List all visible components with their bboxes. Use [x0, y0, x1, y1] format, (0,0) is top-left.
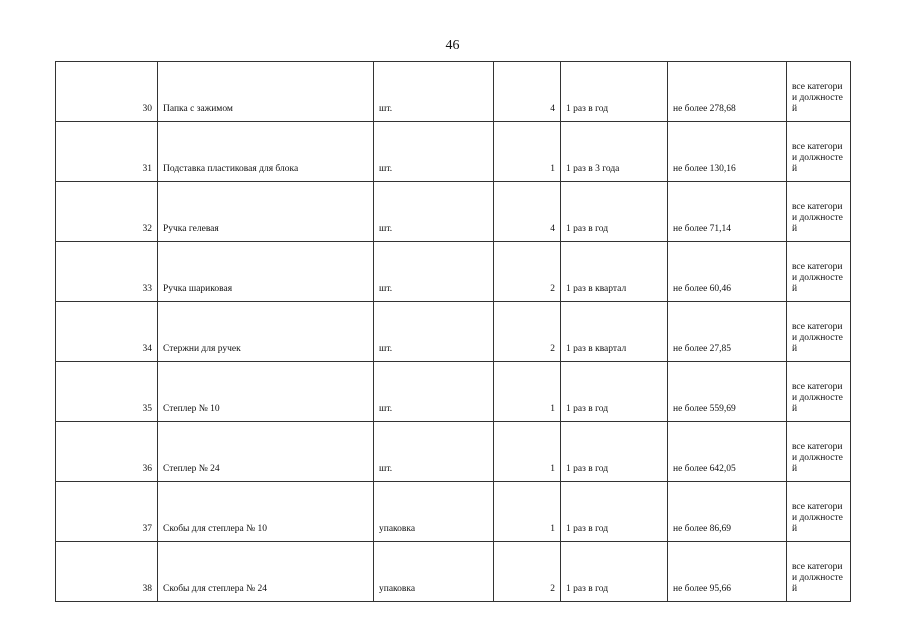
period-cell: 1 раз в год	[561, 542, 668, 602]
item-name-cell: Скобы для степлера № 24	[158, 542, 374, 602]
row-number-cell: 32	[56, 182, 158, 242]
price-cell: не более 86,69	[668, 482, 787, 542]
period-cell: 1 раз в год	[561, 362, 668, 422]
unit-cell: шт.	[374, 242, 494, 302]
quantity-cell: 1	[494, 122, 561, 182]
unit-cell: упаковка	[374, 482, 494, 542]
price-cell: не более 642,05	[668, 422, 787, 482]
table-body	[56, 62, 851, 602]
quantity-cell: 1	[494, 362, 561, 422]
unit-cell: шт.	[374, 182, 494, 242]
quantity-cell: 2	[494, 542, 561, 602]
table-row	[56, 422, 851, 482]
table-row	[56, 182, 851, 242]
quantity-cell: 4	[494, 62, 561, 122]
row-number-cell: 35	[56, 362, 158, 422]
quantity-cell: 2	[494, 302, 561, 362]
price-cell: не более 278,68	[668, 62, 787, 122]
category-cell: все категории должностей	[787, 482, 851, 542]
item-name-cell: Папка с зажимом	[158, 62, 374, 122]
period-cell: 1 раз в год	[561, 182, 668, 242]
item-name-cell: Стержни для ручек	[158, 302, 374, 362]
table-row	[56, 482, 851, 542]
table-row	[56, 122, 851, 182]
period-cell: 1 раз в 3 года	[561, 122, 668, 182]
unit-cell: шт.	[374, 302, 494, 362]
period-cell: 1 раз в год	[561, 422, 668, 482]
category-cell: все категории должностей	[787, 182, 851, 242]
page-number: 46	[445, 38, 460, 53]
item-name-cell: Степлер № 24	[158, 422, 374, 482]
period-cell: 1 раз в год	[561, 62, 668, 122]
category-cell: все категории должностей	[787, 422, 851, 482]
price-cell: не более 130,16	[668, 122, 787, 182]
quantity-cell: 1	[494, 482, 561, 542]
supplies-norms-table	[55, 61, 851, 602]
period-cell: 1 раз в год	[561, 482, 668, 542]
row-number-cell: 34	[56, 302, 158, 362]
unit-cell: шт.	[374, 62, 494, 122]
table-row	[56, 302, 851, 362]
category-cell: все категории должностей	[787, 362, 851, 422]
price-cell: не более 559,69	[668, 362, 787, 422]
category-cell: все категории должностей	[787, 122, 851, 182]
item-name-cell: Ручка гелевая	[158, 182, 374, 242]
period-cell: 1 раз в квартал	[561, 242, 668, 302]
row-number-cell: 30	[56, 62, 158, 122]
quantity-cell: 2	[494, 242, 561, 302]
category-cell: все категории должностей	[787, 302, 851, 362]
item-name-cell: Степлер № 10	[158, 362, 374, 422]
table-row	[56, 362, 851, 422]
table-row	[56, 242, 851, 302]
category-cell: все категории должностей	[787, 62, 851, 122]
price-cell: не более 60,46	[668, 242, 787, 302]
category-cell: все категории должностей	[787, 542, 851, 602]
quantity-cell: 4	[494, 182, 561, 242]
quantity-cell: 1	[494, 422, 561, 482]
row-number-cell: 36	[56, 422, 158, 482]
table-row	[56, 62, 851, 122]
price-cell: не более 71,14	[668, 182, 787, 242]
unit-cell: шт.	[374, 362, 494, 422]
item-name-cell: Подставка пластиковая для блока	[158, 122, 374, 182]
row-number-cell: 38	[56, 542, 158, 602]
price-cell: не более 95,66	[668, 542, 787, 602]
item-name-cell: Скобы для степлера № 10	[158, 482, 374, 542]
unit-cell: шт.	[374, 122, 494, 182]
row-number-cell: 33	[56, 242, 158, 302]
price-cell: не более 27,85	[668, 302, 787, 362]
unit-cell: шт.	[374, 422, 494, 482]
item-name-cell: Ручка шариковая	[158, 242, 374, 302]
row-number-cell: 37	[56, 482, 158, 542]
row-number-cell: 31	[56, 122, 158, 182]
period-cell: 1 раз в квартал	[561, 302, 668, 362]
unit-cell: упаковка	[374, 542, 494, 602]
table-row	[56, 542, 851, 602]
category-cell: все категории должностей	[787, 242, 851, 302]
